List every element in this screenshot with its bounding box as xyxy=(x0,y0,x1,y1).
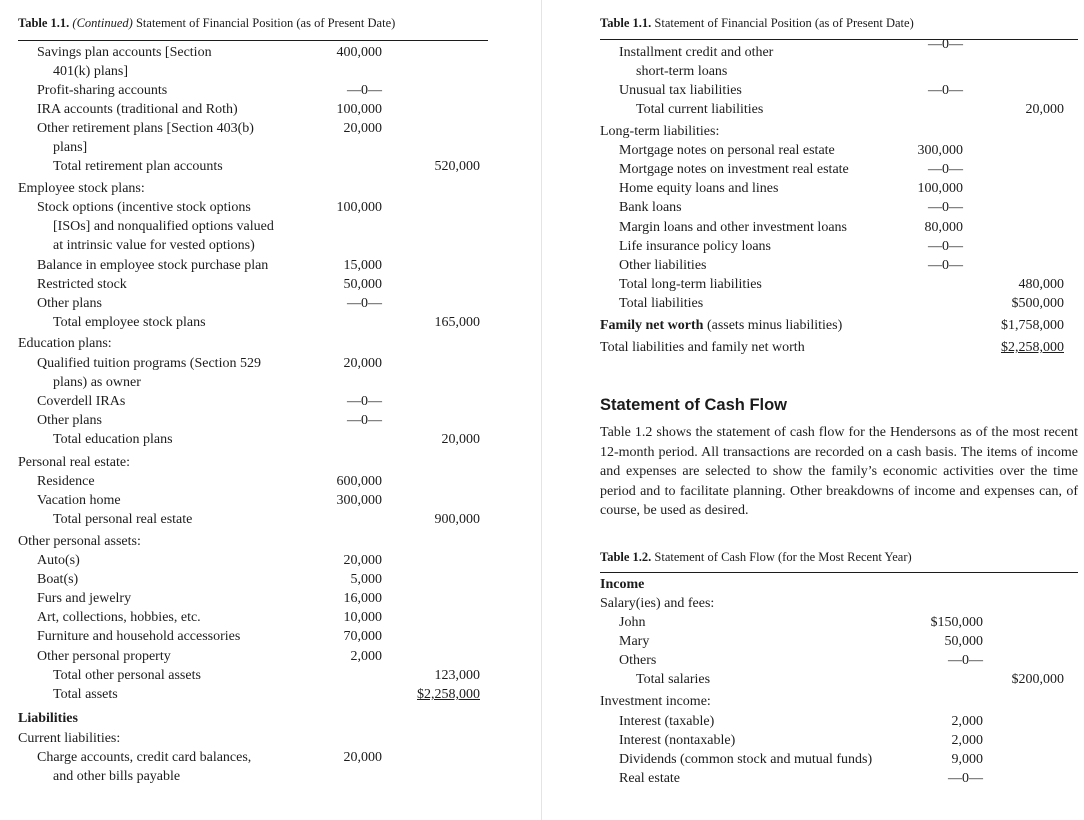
amount-cell: 100,000 xyxy=(336,102,382,117)
total-cell: 20,000 xyxy=(1025,102,1064,117)
table-row: Vacation home xyxy=(37,493,121,508)
table-row: Stock options (incentive stock options xyxy=(37,200,251,215)
section-heading: Statement of Cash Flow xyxy=(600,396,788,414)
table-row: Restricted stock xyxy=(37,277,127,292)
table-row: Education plans: xyxy=(18,336,112,351)
table-row: Other liabilities xyxy=(619,258,707,273)
table-row: Life insurance policy loans xyxy=(619,239,772,254)
table2-title: Statement of Cash Flow (for the Most Recent Year) xyxy=(654,550,912,564)
table-row: plans) as owner xyxy=(53,375,141,390)
amount-cell: 100,000 xyxy=(336,200,382,215)
total-cell: 123,000 xyxy=(434,668,480,683)
total-cell: 520,000 xyxy=(434,159,480,174)
table-row: short-term loans xyxy=(636,64,728,79)
amount-cell: —0— xyxy=(347,394,382,409)
total-assets-cell: $2,258,000 xyxy=(417,687,480,702)
table-row: Other personal property xyxy=(37,649,171,664)
section-heading: Liabilities xyxy=(18,711,78,726)
total-cell: $200,000 xyxy=(1011,672,1064,687)
total-cell: 165,000 xyxy=(434,315,480,330)
cash-row: John xyxy=(619,615,646,630)
net-worth-note: (assets minus liabilities) xyxy=(703,318,843,333)
amount-cell: 20,000 xyxy=(343,356,382,371)
table-caption xyxy=(600,16,914,31)
table-caption xyxy=(18,16,395,31)
net-worth-label: Family net worth xyxy=(600,318,704,333)
table-row: Unusual tax liabilities xyxy=(619,83,742,98)
table-row: Employee stock plans: xyxy=(18,181,145,196)
table-row: Total education plans xyxy=(53,432,173,447)
table-row: Margin loans and other investment loans xyxy=(619,220,847,235)
amount-cell: 20,000 xyxy=(343,121,382,136)
table-row: Total liabilities xyxy=(619,296,704,311)
cash-row: Interest (taxable) xyxy=(619,714,715,729)
table-row: Installment credit and other xyxy=(619,45,774,60)
table-row xyxy=(600,317,842,335)
total-cell: 480,000 xyxy=(1018,277,1064,292)
amount-cell: 600,000 xyxy=(336,474,382,489)
amount-cell: 70,000 xyxy=(343,629,382,644)
table-row: Auto(s) xyxy=(37,553,80,568)
caption-title: Statement of Financial Position (as of Present Date) xyxy=(135,16,396,30)
total-cell: 20,000 xyxy=(441,432,480,447)
table-row: Coverdell IRAs xyxy=(37,394,126,409)
table-row: Residence xyxy=(37,474,95,489)
amount-cell: —0— xyxy=(928,83,963,98)
amount-cell: 9,000 xyxy=(951,752,983,767)
table-row: Home equity loans and lines xyxy=(619,181,779,196)
amount-cell: 300,000 xyxy=(336,493,382,508)
cash-row-heading: Income xyxy=(600,577,645,592)
table-row: Balance in employee stock purchase plan xyxy=(37,258,269,273)
table-row: Other personal assets: xyxy=(18,534,141,549)
table-row: Qualified tuition programs (Section 529 xyxy=(37,356,261,371)
amount-cell: 5,000 xyxy=(350,572,382,587)
table-row: Total long-term liabilities xyxy=(619,277,762,292)
amount-cell: 400,000 xyxy=(336,45,382,60)
table-row: [ISOs] and nonqualified options valued xyxy=(53,219,274,234)
table-row: Total other personal assets xyxy=(53,668,201,683)
table-row: Savings plan accounts [Section xyxy=(37,45,212,60)
table-row: Mortgage notes on investment real estate xyxy=(619,162,849,177)
table2-caption xyxy=(600,550,912,565)
cash-row: Others xyxy=(619,653,657,668)
table-row: IRA accounts (traditional and Roth) xyxy=(37,102,238,117)
table-row: Other retirement plans [Section 403(b) xyxy=(37,121,254,136)
total-cell: 900,000 xyxy=(434,512,480,527)
table-row: Art, collections, hobbies, etc. xyxy=(37,610,201,625)
amount-cell: —0— xyxy=(928,258,963,273)
amount-cell: 16,000 xyxy=(343,591,382,606)
amount-cell: 50,000 xyxy=(343,277,382,292)
cash-row: Total salaries xyxy=(636,672,711,687)
table2-label: Table 1.2. xyxy=(600,550,652,564)
table-row: Other plans xyxy=(37,296,102,311)
cash-row: Investment income: xyxy=(600,694,711,709)
amount-cell: 80,000 xyxy=(924,220,963,235)
caption-label: Table 1.1. xyxy=(18,16,70,30)
amount-cell: 20,000 xyxy=(343,750,382,765)
total-cell: $500,000 xyxy=(1011,296,1064,311)
table-row: 401(k) plans] xyxy=(53,64,129,79)
amount-cell: 2,000 xyxy=(350,649,382,664)
table-row: Profit-sharing accounts xyxy=(37,83,168,98)
table-row: Total personal real estate xyxy=(53,512,193,527)
table-row: Furniture and household accessories xyxy=(37,629,241,644)
amount-cell: 2,000 xyxy=(951,714,983,729)
amount-cell: —0— xyxy=(948,771,983,786)
table-top-rule xyxy=(18,40,488,41)
cash-row: Real estate xyxy=(619,771,681,786)
amount-cell: —0— xyxy=(347,413,382,428)
table-row: Mortgage notes on personal real estate xyxy=(619,143,835,158)
amount-cell: —0— xyxy=(347,83,382,98)
table-row: Boat(s) xyxy=(37,572,79,587)
table-row: plans] xyxy=(53,140,88,155)
amount-cell: $150,000 xyxy=(930,615,983,630)
table-row: Total liabilities and family net worth xyxy=(600,340,805,355)
amount-cell: —0— xyxy=(928,37,963,52)
right-page xyxy=(548,0,1084,820)
amount-cell: —0— xyxy=(928,239,963,254)
amount-cell: 300,000 xyxy=(917,143,963,158)
page-divider xyxy=(541,0,542,820)
table-row: Total current liabilities xyxy=(636,102,764,117)
amount-cell: 20,000 xyxy=(343,553,382,568)
amount-cell: —0— xyxy=(928,200,963,215)
table-row: Long-term liabilities: xyxy=(600,124,720,139)
amount-cell: —0— xyxy=(347,296,382,311)
table-row: Furs and jewelry xyxy=(37,591,132,606)
total-cell: $1,758,000 xyxy=(1001,318,1064,333)
table2-top-rule xyxy=(600,572,1078,573)
table-row: Other plans xyxy=(37,413,102,428)
table-top-rule xyxy=(600,39,1078,40)
table-row: Current liabilities: xyxy=(18,731,121,746)
table-row: Total employee stock plans xyxy=(53,315,206,330)
table-row: and other bills payable xyxy=(53,769,181,784)
cash-row: Dividends (common stock and mutual funds) xyxy=(619,752,873,767)
amount-cell: 15,000 xyxy=(343,258,382,273)
amount-cell: 2,000 xyxy=(951,733,983,748)
cash-row: Interest (nontaxable) xyxy=(619,733,736,748)
table-row: Total retirement plan accounts xyxy=(53,159,223,174)
table-row: Total assets xyxy=(53,687,118,702)
table-row: at intrinsic value for vested options) xyxy=(53,238,255,253)
caption-label: Table 1.1. xyxy=(600,16,652,30)
caption-title: Statement of Financial Position (as of Present Date) xyxy=(654,16,914,30)
amount-cell: —0— xyxy=(928,162,963,177)
caption-continued: (Continued) xyxy=(72,16,133,30)
amount-cell: —0— xyxy=(948,653,983,668)
table-row: Bank loans xyxy=(619,200,682,215)
amount-cell: 50,000 xyxy=(944,634,983,649)
table-row: Charge accounts, credit card balances, xyxy=(37,750,252,765)
left-page xyxy=(0,0,538,820)
body-paragraph: Table 1.2 shows the statement of cash flow for the Hendersons as of the most recent 12-month period. All transactions are recorded on a cash basis. The items of income and expenses are selected to show the family’s economic activities over the time period and to facilitate planning. Other breakdowns of income and expenses can, of course, be used as desired. xyxy=(600,425,1078,519)
grand-total-cell: $2,258,000 xyxy=(1001,340,1064,355)
amount-cell: 10,000 xyxy=(343,610,382,625)
cash-row: Mary xyxy=(619,634,650,649)
table-row: Personal real estate: xyxy=(18,455,130,470)
amount-cell: 100,000 xyxy=(917,181,963,196)
cash-row: Salary(ies) and fees: xyxy=(600,596,715,611)
